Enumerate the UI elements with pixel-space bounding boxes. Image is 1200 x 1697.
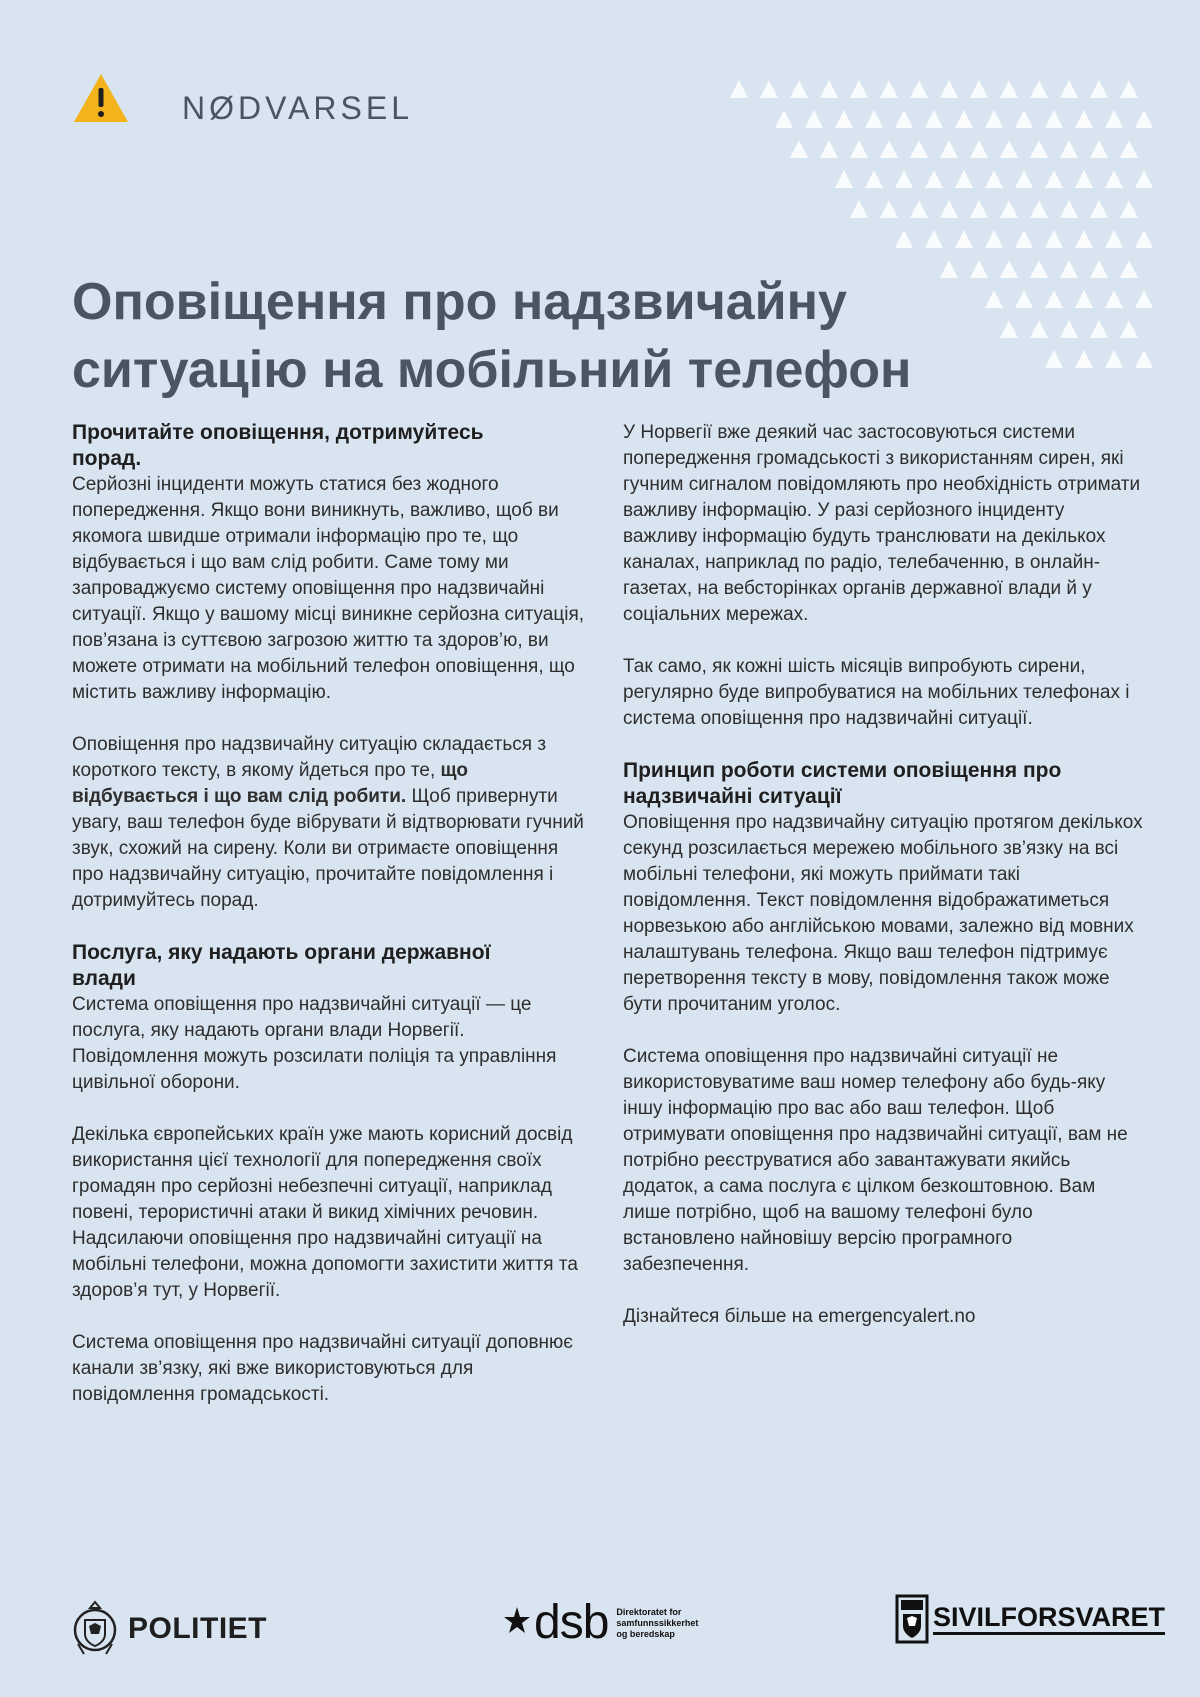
pattern-triangle <box>1120 80 1138 98</box>
pattern-triangle <box>1060 200 1078 218</box>
pattern-triangle <box>1105 350 1123 368</box>
pattern-triangle <box>835 110 853 128</box>
pattern-triangle <box>1120 320 1138 338</box>
pattern-triangle <box>955 230 973 248</box>
pattern-triangle <box>1120 140 1138 158</box>
pattern-triangle <box>1090 260 1108 278</box>
text-run: Оповіщення про надзвичайну ситуацію складається з короткого тексту, в якому йдеться про те, <box>72 734 547 781</box>
pattern-triangle <box>1030 140 1048 158</box>
bold-text: що відбувається і що вам слід робити. <box>72 760 468 807</box>
pattern-triangle <box>880 80 898 98</box>
paragraph <box>72 732 592 914</box>
pattern-triangle <box>895 110 913 128</box>
paragraph: Декілька європейських країн уже мають корисний досвід використання цієї технології для попередження своїх громадян про серйозні небезпечні ситуації, наприклад повені, терористичні атаки й викид хімічних речовин. Надсилаючи оповіщення про надзвичайні ситуації на мобільні телефони, можна допомогти захистити життя та здоров’я тут, у Норвегії. <box>72 1124 578 1301</box>
pattern-triangle <box>925 170 943 188</box>
dsb-wordmark: dsb <box>534 1596 609 1649</box>
paragraph: Система оповіщення про надзвичайні ситуації — це послуга, яку надають органи влади Норвегії. Повідомлення можуть розсилати поліція та управління цивільної оборони. <box>72 994 557 1093</box>
pattern-triangle <box>1045 230 1063 248</box>
pattern-triangle <box>985 110 1003 128</box>
paragraph: Оповіщення про надзвичайну ситуацію протягом декількох секунд розсилається мережею мобільного зв’язку на всі мобільні телефони, які можуть приймати такі повідомлення. Текст повідомлення відображатиметься норвезькою або англійською мовами, залежно від мовних налаштувань телефона. Якщо ваш телефон підтримує перетворення тексту в мову, повідомлення також може бути прочитаним уголос. <box>623 812 1143 1015</box>
paragraph: Серйозні інциденти можуть статися без жодного попередження. Якщо вони виникнуть, важливо, щоб ви якомога швидше отримали інформацію про те, що відбувається і що вам слід робити. Саме тому ми запроваджуємо систему оповіщення про надзвичайні ситуації. Якщо у вашому місці виникне серйозна ситуація, пов’язана із суттєвою загрозою життю та здоров’ю, ви можете отримати на мобільний телефон оповіщення, що містить важливу інформацію. <box>72 474 585 703</box>
pattern-triangle <box>940 140 958 158</box>
pattern-triangle <box>790 140 808 158</box>
heading-line: порад. <box>72 447 142 470</box>
pattern-triangle <box>1135 290 1153 308</box>
pattern-triangle <box>1090 200 1108 218</box>
pattern-triangle <box>1105 170 1123 188</box>
pattern-triangle <box>970 140 988 158</box>
pattern-triangle <box>1090 320 1108 338</box>
pattern-triangle <box>955 110 973 128</box>
brand-label: NØDVARSEL <box>182 90 414 126</box>
dsb-subtitle <box>616 1607 698 1640</box>
dsb-subtitle-line: Direktoratet for <box>616 1606 682 1617</box>
pattern-triangle <box>910 200 928 218</box>
pattern-triangle <box>730 80 748 98</box>
title-line-1: Оповіщення про надзвичайну <box>72 273 847 331</box>
dsb-subtitle-line: samfunnssikkerhet <box>616 1617 699 1628</box>
paragraph-more-info: Дізнайтеся більше на emergencyalert.no <box>623 1306 976 1327</box>
dsb-star-icon <box>502 1605 532 1641</box>
pattern-triangle <box>880 200 898 218</box>
pattern-triangle <box>1000 200 1018 218</box>
pattern-triangle <box>880 140 898 158</box>
title-line-2: ситуацію на мобільний телефон <box>72 341 912 399</box>
pattern-triangle <box>985 170 1003 188</box>
pattern-triangle <box>910 140 928 158</box>
section-heading-how-it-works <box>623 758 1143 810</box>
pattern-triangle <box>775 110 793 128</box>
pattern-triangle <box>1090 80 1108 98</box>
pattern-triangle <box>1075 170 1093 188</box>
politiet-logo <box>72 1598 267 1660</box>
pattern-triangle <box>910 80 928 98</box>
pattern-triangle <box>865 110 883 128</box>
pattern-triangle <box>1060 80 1078 98</box>
heading-line: влади <box>72 967 136 990</box>
pattern-triangle <box>1120 260 1138 278</box>
pattern-triangle <box>1015 170 1033 188</box>
politiet-wordmark: POLITIET <box>128 1612 267 1645</box>
right-column <box>623 420 1143 1356</box>
left-column <box>72 420 592 1434</box>
text-run: Щоб привернути увагу, ваш телефон буде вібрувати й відтворювати гучний звук, схожий на сирену. Коли ви отримаєте оповіщення про надзвичайну ситуацію, прочитайте повідомлення і дотримуйтесь порад. <box>72 786 584 911</box>
pattern-triangle <box>1120 200 1138 218</box>
pattern-triangle <box>790 80 808 98</box>
pattern-triangle <box>820 140 838 158</box>
pattern-triangle <box>1075 290 1093 308</box>
pattern-triangle <box>895 230 913 248</box>
pattern-triangle <box>1105 230 1123 248</box>
paragraph: Система оповіщення про надзвичайні ситуації не використовуватиме ваш номер телефону або будь-яку іншу інформацію про вас або ваш телефон. Щоб отримувати оповіщення про надзвичайні ситуації, вам не потрібно реєструватися або завантажувати якийсь додаток, а сама послуга є цілком безкоштовною. Вам лише потрібно, щоб на вашому телефоні було встановлено найновішу версію програмного забезпечення. <box>623 1046 1128 1275</box>
sivilforsvaret-crest-icon <box>895 1594 929 1644</box>
heading-line: надзвичайні ситуації <box>623 785 842 808</box>
pattern-triangle <box>760 80 778 98</box>
dsb-subtitle-line: og beredskap <box>616 1628 675 1639</box>
pattern-triangle <box>1030 80 1048 98</box>
paragraph: Система оповіщення про надзвичайні ситуації доповнює канали зв’язку, які вже використовуються для повідомлення громадськості. <box>72 1332 573 1405</box>
pattern-triangle <box>1075 350 1093 368</box>
pattern-triangle <box>1105 110 1123 128</box>
pattern-triangle <box>955 170 973 188</box>
pattern-triangle <box>1030 200 1048 218</box>
pattern-triangle <box>1090 140 1108 158</box>
pattern-triangle <box>1135 230 1153 248</box>
pattern-triangle <box>805 110 823 128</box>
heading-line: Послуга, яку надають органи державної <box>72 941 491 964</box>
pattern-triangle <box>1015 230 1033 248</box>
pattern-triangle <box>985 230 1003 248</box>
pattern-triangle <box>1045 170 1063 188</box>
pattern-triangle <box>850 140 868 158</box>
heading-line: Прочитайте оповіщення, дотримуйтесь <box>72 421 484 444</box>
pattern-triangle <box>820 80 838 98</box>
pattern-triangle <box>1000 140 1018 158</box>
section-heading-read-alert <box>72 420 592 472</box>
pattern-triangle <box>1105 290 1123 308</box>
heading-line: Принцип роботи системи оповіщення про <box>623 759 1062 782</box>
pattern-triangle <box>1135 170 1153 188</box>
paragraph: У Норвегії вже деякий час застосовуються системи попередження громадськості з використанням сирен, які гучним сигналом повідомляють про необхідність отримати важливу інформацію. У разі серйозного інциденту важливу інформацію будуть транслювати на декількох каналах, наприклад по радіо, телебаченню, в онлайн-газетах, на вебсторінках органів державної влади й у соціальних мережах. <box>623 422 1141 625</box>
pattern-triangle <box>940 200 958 218</box>
pattern-triangle <box>850 80 868 98</box>
pattern-triangle <box>1135 350 1153 368</box>
pattern-triangle <box>1000 80 1018 98</box>
pattern-triangle <box>1045 110 1063 128</box>
pattern-triangle <box>1060 140 1078 158</box>
warning-triangle-icon <box>72 72 130 124</box>
pattern-triangle <box>970 80 988 98</box>
pattern-triangle <box>835 170 853 188</box>
pattern-triangle <box>1075 230 1093 248</box>
pattern-triangle <box>940 80 958 98</box>
pattern-triangle <box>925 110 943 128</box>
pattern-triangle <box>925 230 943 248</box>
pattern-triangle <box>865 170 883 188</box>
section-heading-service <box>72 940 592 992</box>
dsb-logo <box>502 1592 698 1654</box>
pattern-triangle <box>970 200 988 218</box>
sivilforsvaret-logo <box>895 1590 1165 1648</box>
police-crest-icon <box>72 1600 118 1658</box>
page-title <box>72 268 1072 404</box>
pattern-triangle <box>1075 110 1093 128</box>
pattern-triangle <box>895 170 913 188</box>
pattern-triangle <box>1015 110 1033 128</box>
pattern-triangle <box>850 200 868 218</box>
paragraph: Так само, як кожні шість місяців випробують сирени, регулярно буде випробуватися на мобільних телефонах і система оповіщення про надзвичайні ситуації. <box>623 656 1130 729</box>
sivilforsvaret-wordmark: SIVILFORSVARET <box>933 1603 1165 1635</box>
pattern-triangle <box>1135 110 1153 128</box>
